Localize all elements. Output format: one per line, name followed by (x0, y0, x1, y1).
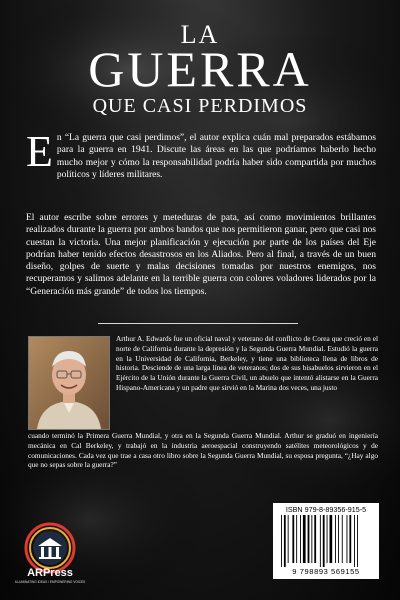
section-divider (98, 323, 298, 324)
barcode-bar (296, 515, 297, 563)
barcode-bar (311, 515, 312, 563)
author-bio-top: Arthur A. Edwards fue un oficial naval y veterano del conflicto de Corea que creció en el norte de California durante la depresión y la Segunda Guerra Mundial. Estudió la guerra en la Universidad de California, Berkeley, y tiene una biblioteca llena de libros de historia. Desciende de una larga línea de veteranos; dos de sus bisabuelos sirvieron en el Ejército de la Unión durante la Guerra Civil, un abuelo que intentó alistarse en la Guerra Hispano-Americana y un padre que sirvió en la Marina dos veces, una justo (116, 334, 378, 392)
barcode-bar (323, 515, 325, 567)
barcode-bar (314, 515, 316, 563)
barcode (279, 515, 373, 567)
isbn-digits: 9 798893 569155 (292, 567, 360, 576)
title-line-guerra: GUERRA (88, 41, 312, 97)
barcode-bar (354, 515, 355, 567)
title-line-la: LA (180, 20, 220, 49)
barcode-bar (357, 515, 358, 567)
author-bio-bottom: cuando terminó la Primera Guerra Mundial, y otra en la Segunda Guerra Mundial. Arthur se graduó en ingeniería mecánica en Cal Berkeley, y trabajó en la industria aeroespacial construyendo satélites meteorológicos y de comunicaciones. Cada vez que trae a casa otro libro sobre la Segunda Guerra Mundial, su esposa pregunta, “¿Hay algo que no sepas sobre la guerra?” (28, 431, 378, 470)
barcode-bar (327, 515, 328, 563)
barcode-bar (288, 515, 289, 563)
barcode-bar (342, 515, 343, 563)
barcode-bar (303, 515, 306, 563)
barcode-bar (284, 515, 286, 567)
barcode-bar (292, 515, 294, 563)
barcode-bar (300, 515, 301, 563)
barcode-bar (335, 515, 336, 563)
intro-text: n “La guerra que casi perdimos”, el autor explica cuán mal preparados estábamos para la guerra en 1941. Discute las áreas en las que podríamos haberlo hecho mucho mejor y cómo la responsabilidad podría haber sido compartida por muchos políticos y líderes militares. (56, 133, 376, 180)
barcode-bar (338, 515, 339, 563)
barcode-bar (347, 515, 348, 563)
barcode-bar (308, 515, 310, 563)
drop-cap: E (26, 127, 53, 176)
barcode-bar (320, 515, 321, 567)
summary-paragraph: El autor escribe sobre errores y meteduras de pata, así como movimientos brillantes realizados durante la guerra por ambos bandos que nos permitieron ganar, pero que casi nos cuestan la victoria. Una mejor planificación y ejecución por parte de los países del Eje podrían haber tenido efectos desastrosos en los Aliados. Pero al final, a través de un buen diseño, golpes de suerte y malas decisiones tomadas por nuestros enemigos, nos recuperamos y salimos adelante en la terrible guerra con colores voladores liderados por la “Generación más grande” de todos los tiempos. (26, 213, 376, 297)
barcode-bar (330, 515, 333, 563)
title-subtitle: QUE CASI PERDIMOS (92, 95, 308, 117)
intro-paragraph (26, 127, 376, 181)
barcode-bar (281, 515, 282, 567)
arpress-logo (14, 522, 86, 586)
barcode-bar (349, 515, 351, 563)
isbn-label: ISBN 979-8-89356-915-5 (285, 505, 367, 514)
publisher-name: ARPress (27, 567, 73, 579)
publisher-tagline: ILLUMINATING IDEAS / EMPOWERING VOICES (14, 580, 86, 584)
author-photo (28, 336, 110, 430)
isbn-barcode-box (273, 503, 379, 579)
